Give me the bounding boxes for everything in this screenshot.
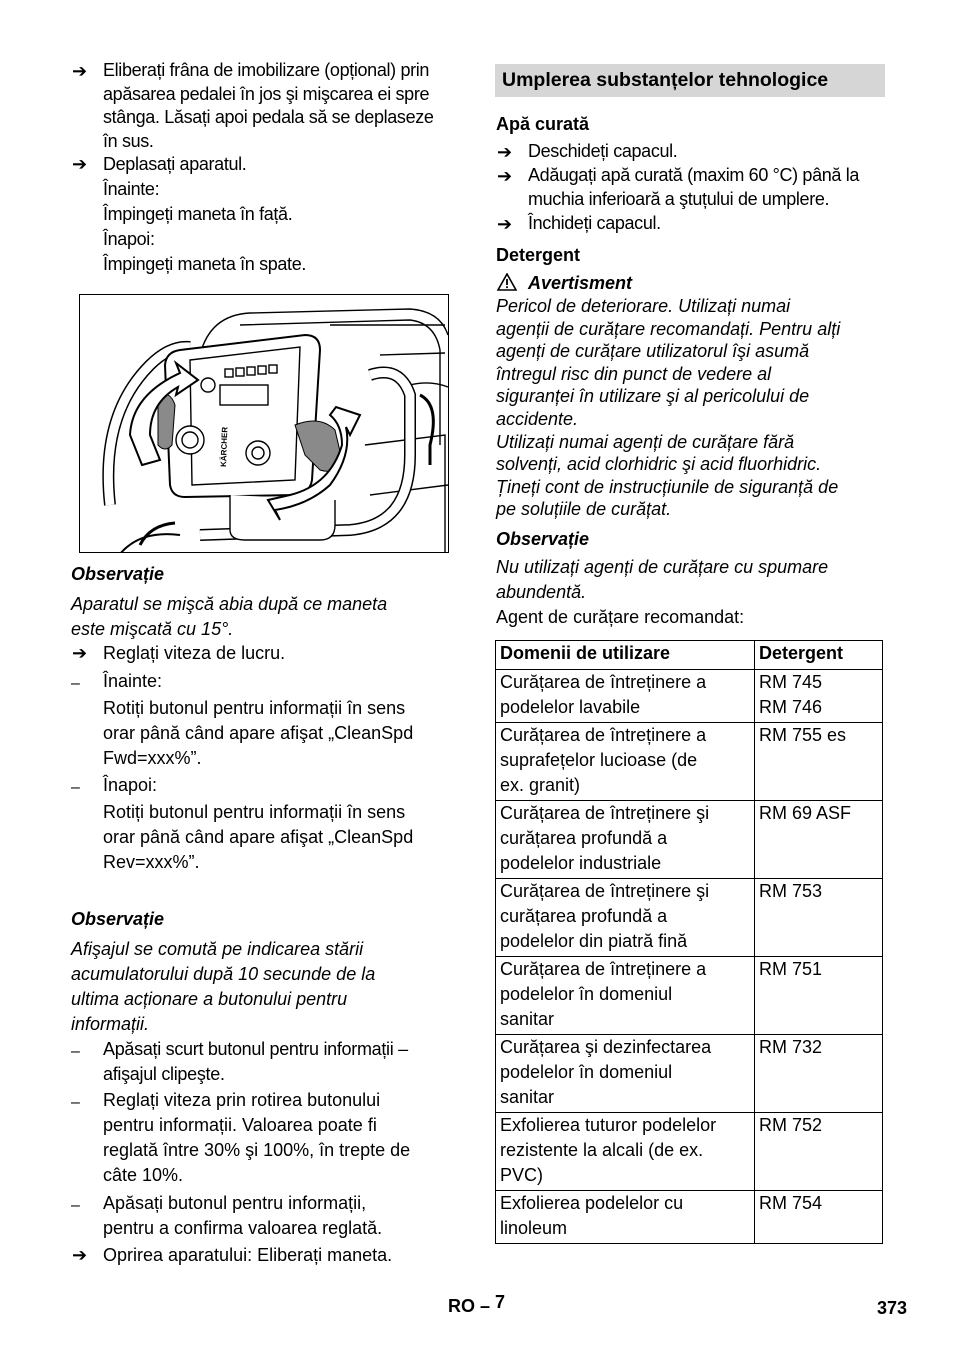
warning-triangle-icon	[497, 273, 517, 291]
table-row: Curățarea de întreținere a podelelor în domeniul sanitar RM 751	[496, 957, 883, 1035]
table-header-row	[496, 641, 883, 670]
arrow-icon: ➔	[72, 61, 88, 81]
section-heading: Umplerea substanțelor tehnologice	[495, 64, 885, 97]
recommended-label: Agent de curățare recomandat:	[496, 607, 745, 627]
note1-title: Observație	[71, 564, 165, 584]
detergent-table	[495, 640, 883, 1244]
note3-text: Nu utilizați agenți de curățare cu spumare abundentă.	[496, 557, 829, 602]
arrow-icon: ➔	[497, 214, 513, 234]
control-panel-figure	[79, 294, 449, 553]
note2-title: Observație	[71, 909, 165, 929]
header-usage-areas: Domenii de utilizare	[496, 641, 755, 670]
step-release-brake: Eliberați frâna de imobilizare (opțional) prin apăsarea pedalei în jos şi mişcarea ei spre stânga. Lăsați apoi pedala să se deplaseze în sus.	[103, 60, 434, 151]
dash-confirm: Apăsați butonul pentru informații, pentru a confirma valoarea reglată.	[103, 1193, 383, 1238]
arrow-icon: ➔	[72, 1245, 88, 1265]
arrow-icon: ➔	[497, 166, 513, 186]
dash-bullet: –	[71, 779, 80, 796]
step-move-device: Deplasați aparatul. Înainte: Împingeți maneta în față. Înapoi: Împingeți maneta în spate.	[103, 154, 307, 274]
dash-press-info: Apăsați scurt butonul pentru informații – afişajul clipeşte.	[103, 1039, 408, 1084]
warning-text: Pericol de deteriorare. Utilizați numai agenții de curățare recomandați. Pentru alți agenți de curățare utilizatorul îşi asumă întregul risc din punct de vedere al siguranței în utilizare şi al pericolului de accidente. Utilizați numai agenți de curățare fără solvenți, acid clorhidric şi acid fluorhidric. Țineți cont de instrucțiunile de siguranță de pe soluțiile de curățat.	[496, 296, 841, 520]
brand-label: KÄRCHER	[219, 426, 230, 468]
table-row: Curățarea de întreținere a podelelor lavabile RM 745 RM 746	[496, 670, 883, 723]
detergent-heading: Detergent	[496, 245, 581, 265]
dash-set-speed: Reglați viteza prin rotirea butonului pentru informații. Valoarea poate fi reglată între 30% şi 100%, în trepte de câte 10%.	[103, 1090, 411, 1185]
table-row: Curățarea de întreținere şi curățarea profundă a podelelor din piatră fină RM 753	[496, 879, 883, 957]
control-panel-illustration	[80, 295, 449, 553]
arrow-icon: ➔	[72, 154, 88, 174]
cw-add-water: Adăugați apă curată (maxim 60 °C) până la muchia inferioară a ştuțului de umplere.	[528, 165, 860, 209]
note2-text: Afişajul se comută pe indicarea stării acumulatorului după 10 secunde de la ultima acționare a butonului pentru informații.	[71, 939, 376, 1034]
header-detergent: Detergent	[755, 641, 883, 670]
warning-title: Avertisment	[528, 273, 633, 293]
dash-bullet: –	[71, 1094, 80, 1111]
dash-bullet: –	[71, 1043, 80, 1060]
table-row: Curățarea de întreținere şi curățarea profundă a podelelor industriale RM 69 ASF	[496, 801, 883, 879]
table-row: Exfolierea tuturor podelelor rezistente la alcali (de ex. PVC) RM 752	[496, 1113, 883, 1191]
forward-text: Rotiți butonul pentru informații în sens orar până când apare afişat „CleanSpd Fwd=xxx%”.	[103, 698, 414, 768]
dash-bullet: –	[71, 675, 80, 692]
cw-close-lid: Închideți capacul.	[528, 213, 661, 233]
clean-water-heading: Apă curată	[496, 114, 590, 134]
table-row: Exfolierea podelelor cu linoleum RM 754	[496, 1191, 883, 1244]
arrow-icon: ➔	[72, 643, 88, 663]
arrow-icon: ➔	[497, 142, 513, 162]
cw-open-lid: Deschideți capacul.	[528, 141, 678, 161]
note1-text: Aparatul se mişcă abia după ce maneta este mişcată cu 15°.	[71, 594, 388, 639]
reverse-text: Rotiți butonul pentru informații în sens orar până când apare afişat „CleanSpd Rev=xxx%”.	[103, 802, 414, 872]
reverse-label: Înapoi:	[103, 775, 158, 795]
table-row: Curățarea şi dezinfectarea podelelor în domeniul sanitar RM 732	[496, 1035, 883, 1113]
dash-bullet: –	[71, 1197, 80, 1214]
table-row: Curățarea de întreținere a suprafețelor lucioase (de ex. granit) RM 755 es	[496, 723, 883, 801]
footer-section-label: RO – 7	[448, 1292, 506, 1316]
step-set-speed: Reglați viteza de lucru.	[103, 643, 286, 663]
note3-title: Observație	[496, 529, 590, 549]
step-stop-device: Oprirea aparatului: Eliberați maneta.	[103, 1245, 393, 1265]
forward-label: Înainte:	[103, 671, 163, 691]
page-number: 373	[877, 1298, 908, 1318]
